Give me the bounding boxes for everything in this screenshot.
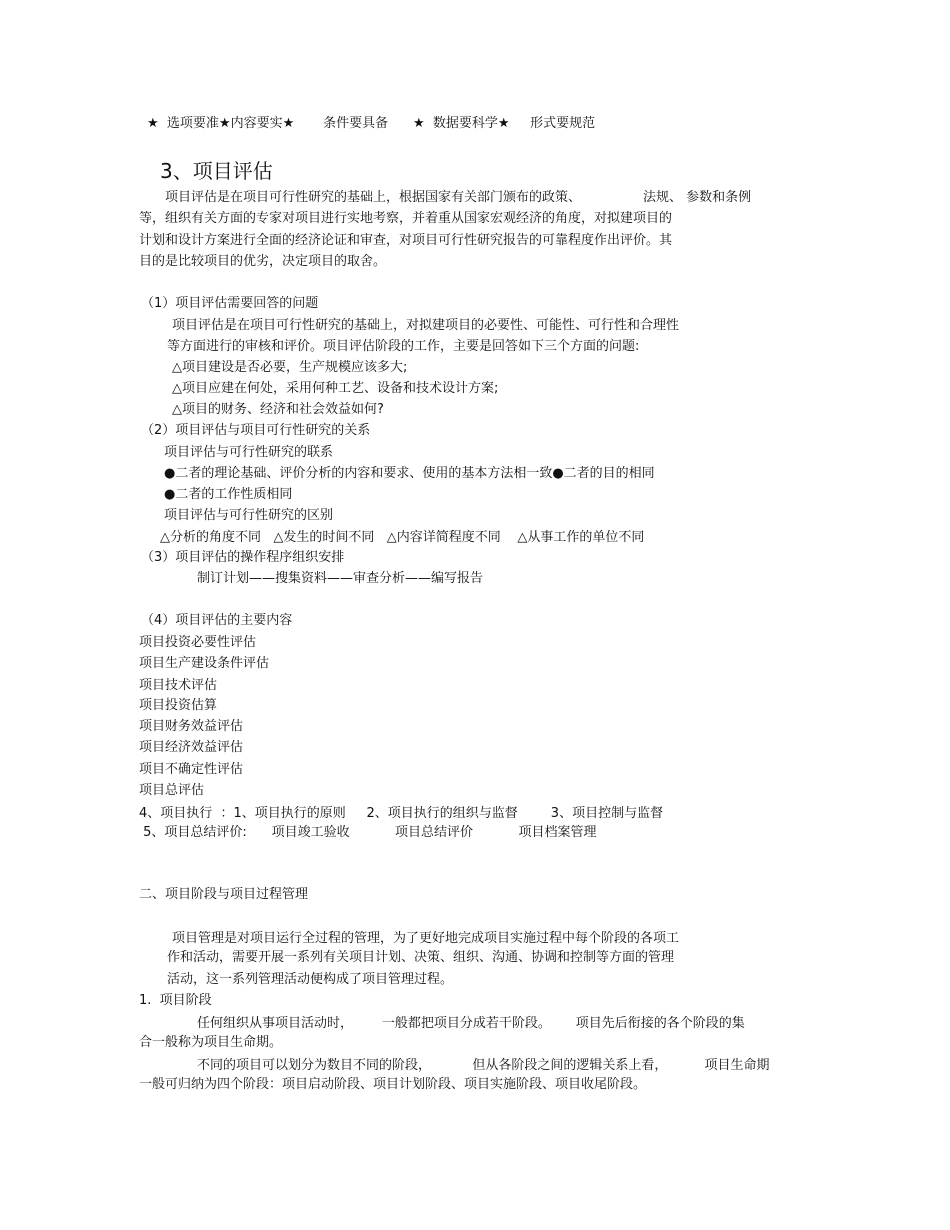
sub1-title: （1）项目评估需要回答的问题 xyxy=(141,296,319,311)
sub2-diff-heading: 项目评估与可行性研究的区别 xyxy=(164,508,334,523)
list-item: △项目的财务、经济和社会效益如何? xyxy=(172,402,384,417)
list-item: 项目总评估 xyxy=(139,783,205,798)
list-item: ●二者的工作性质相同 xyxy=(164,487,293,502)
section3-title: 3、项目评估 xyxy=(160,159,273,183)
sub3-title: （3）项目评估的操作程序组织安排 xyxy=(141,550,345,565)
paragraph-line: 活动，这一系列管理活动便构成了项目管理过程。 xyxy=(167,972,454,987)
list-item: 项目经济效益评估 xyxy=(139,740,244,755)
paragraph-line: 等方面进行的审核和评价。项目评估阶段的工作，主要是回答如下三个方面的问题: xyxy=(167,339,640,354)
list-item: △项目建设是否必要，生产规模应该多大; xyxy=(172,360,408,375)
paragraph-line: 等，组织有关方面的专家对项目进行实地考察，并着重从国家宏观经济的角度，对拟建项目的 xyxy=(139,211,673,226)
part2-sec1-title: 1. 项目阶段 xyxy=(139,993,212,1008)
list-item: 项目投资必要性评估 xyxy=(139,635,257,650)
part2-title: 二、项目阶段与项目过程管理 xyxy=(139,887,309,902)
list-item: 项目财务效益评估 xyxy=(139,719,244,734)
paragraph-line: 项目管理是对项目运行全过程的管理，为了更好地完成项目实施过程中每个阶段的各项工 xyxy=(172,931,680,946)
sub4-title: （4）项目评估的主要内容 xyxy=(141,613,293,628)
paragraph-line: 不同的项目可以划分为数目不同的阶段， 但从各阶段之间的逻辑关系上看， 项目生命期 xyxy=(197,1058,770,1073)
paragraph-line: 项目评估是在项目可行性研究的基础上，根据国家有关部门颁布的政策、 法规、 参数和条例 xyxy=(165,190,752,205)
paragraph-line: 一般可归纳为四个阶段：项目启动阶段、项目计划阶段、项目实施阶段、项目收尾阶段。 xyxy=(139,1077,647,1092)
paragraph-line: 计划和设计方案进行全面的经济论证和审查，对项目可行性研究报告的可靠程度作出评价。其 xyxy=(139,233,673,248)
top-banner: ★ 选项要准★内容要实★ 条件要具备 ★ 数据要科学★ 形式要规范 xyxy=(147,116,596,131)
paragraph-line: 作和活动，需要开展一系列有关项目计划、决策、组织、沟通、协调和控制等方面的管理 xyxy=(167,950,675,965)
list-item: ●二者的理论基础、评价分析的内容和要求、使用的基本方法相一致●二者的目的相同 xyxy=(164,466,655,481)
paragraph-line: 任何组织从事项目活动时， 一般都把项目分成若干阶段。 项目先后衔接的各个阶段的集 xyxy=(197,1016,745,1031)
paragraph-line: 项目评估是在项目可行性研究的基础上，对拟建项目的必要性、可能性、可行性和合理性 xyxy=(172,318,680,333)
section5-line: 5、项目总结评价: 项目竣工验收 项目总结评价 项目档案管理 xyxy=(139,825,597,840)
sub2-diff-items: △分析的角度不同 △发生的时间不同 △内容详简程度不同 △从事工作的单位不同 xyxy=(160,530,645,545)
sub3-text: 制订计划——搜集资料——审查分析——编写报告 xyxy=(197,571,484,586)
list-item: 项目不确定性评估 xyxy=(139,762,244,777)
paragraph-line: 目的是比较项目的优劣，决定项目的取舍。 xyxy=(139,254,387,269)
list-item: 项目技术评估 xyxy=(139,678,218,693)
sub2-link-heading: 项目评估与可行性研究的联系 xyxy=(164,445,334,460)
list-item: △项目应建在何处，采用何种工艺、设备和技术设计方案; xyxy=(172,381,499,396)
paragraph-line: 合一般称为项目生命期。 xyxy=(139,1035,283,1050)
section4-line: 4、项目执行 ：1、项目执行的原则 2、项目执行的组织与监督 3、项目控制与监督 xyxy=(139,806,664,821)
list-item: 项目投资估算 xyxy=(139,698,218,713)
sub2-title: （2）项目评估与项目可行性研究的关系 xyxy=(141,423,371,438)
list-item: 项目生产建设条件评估 xyxy=(139,656,270,671)
